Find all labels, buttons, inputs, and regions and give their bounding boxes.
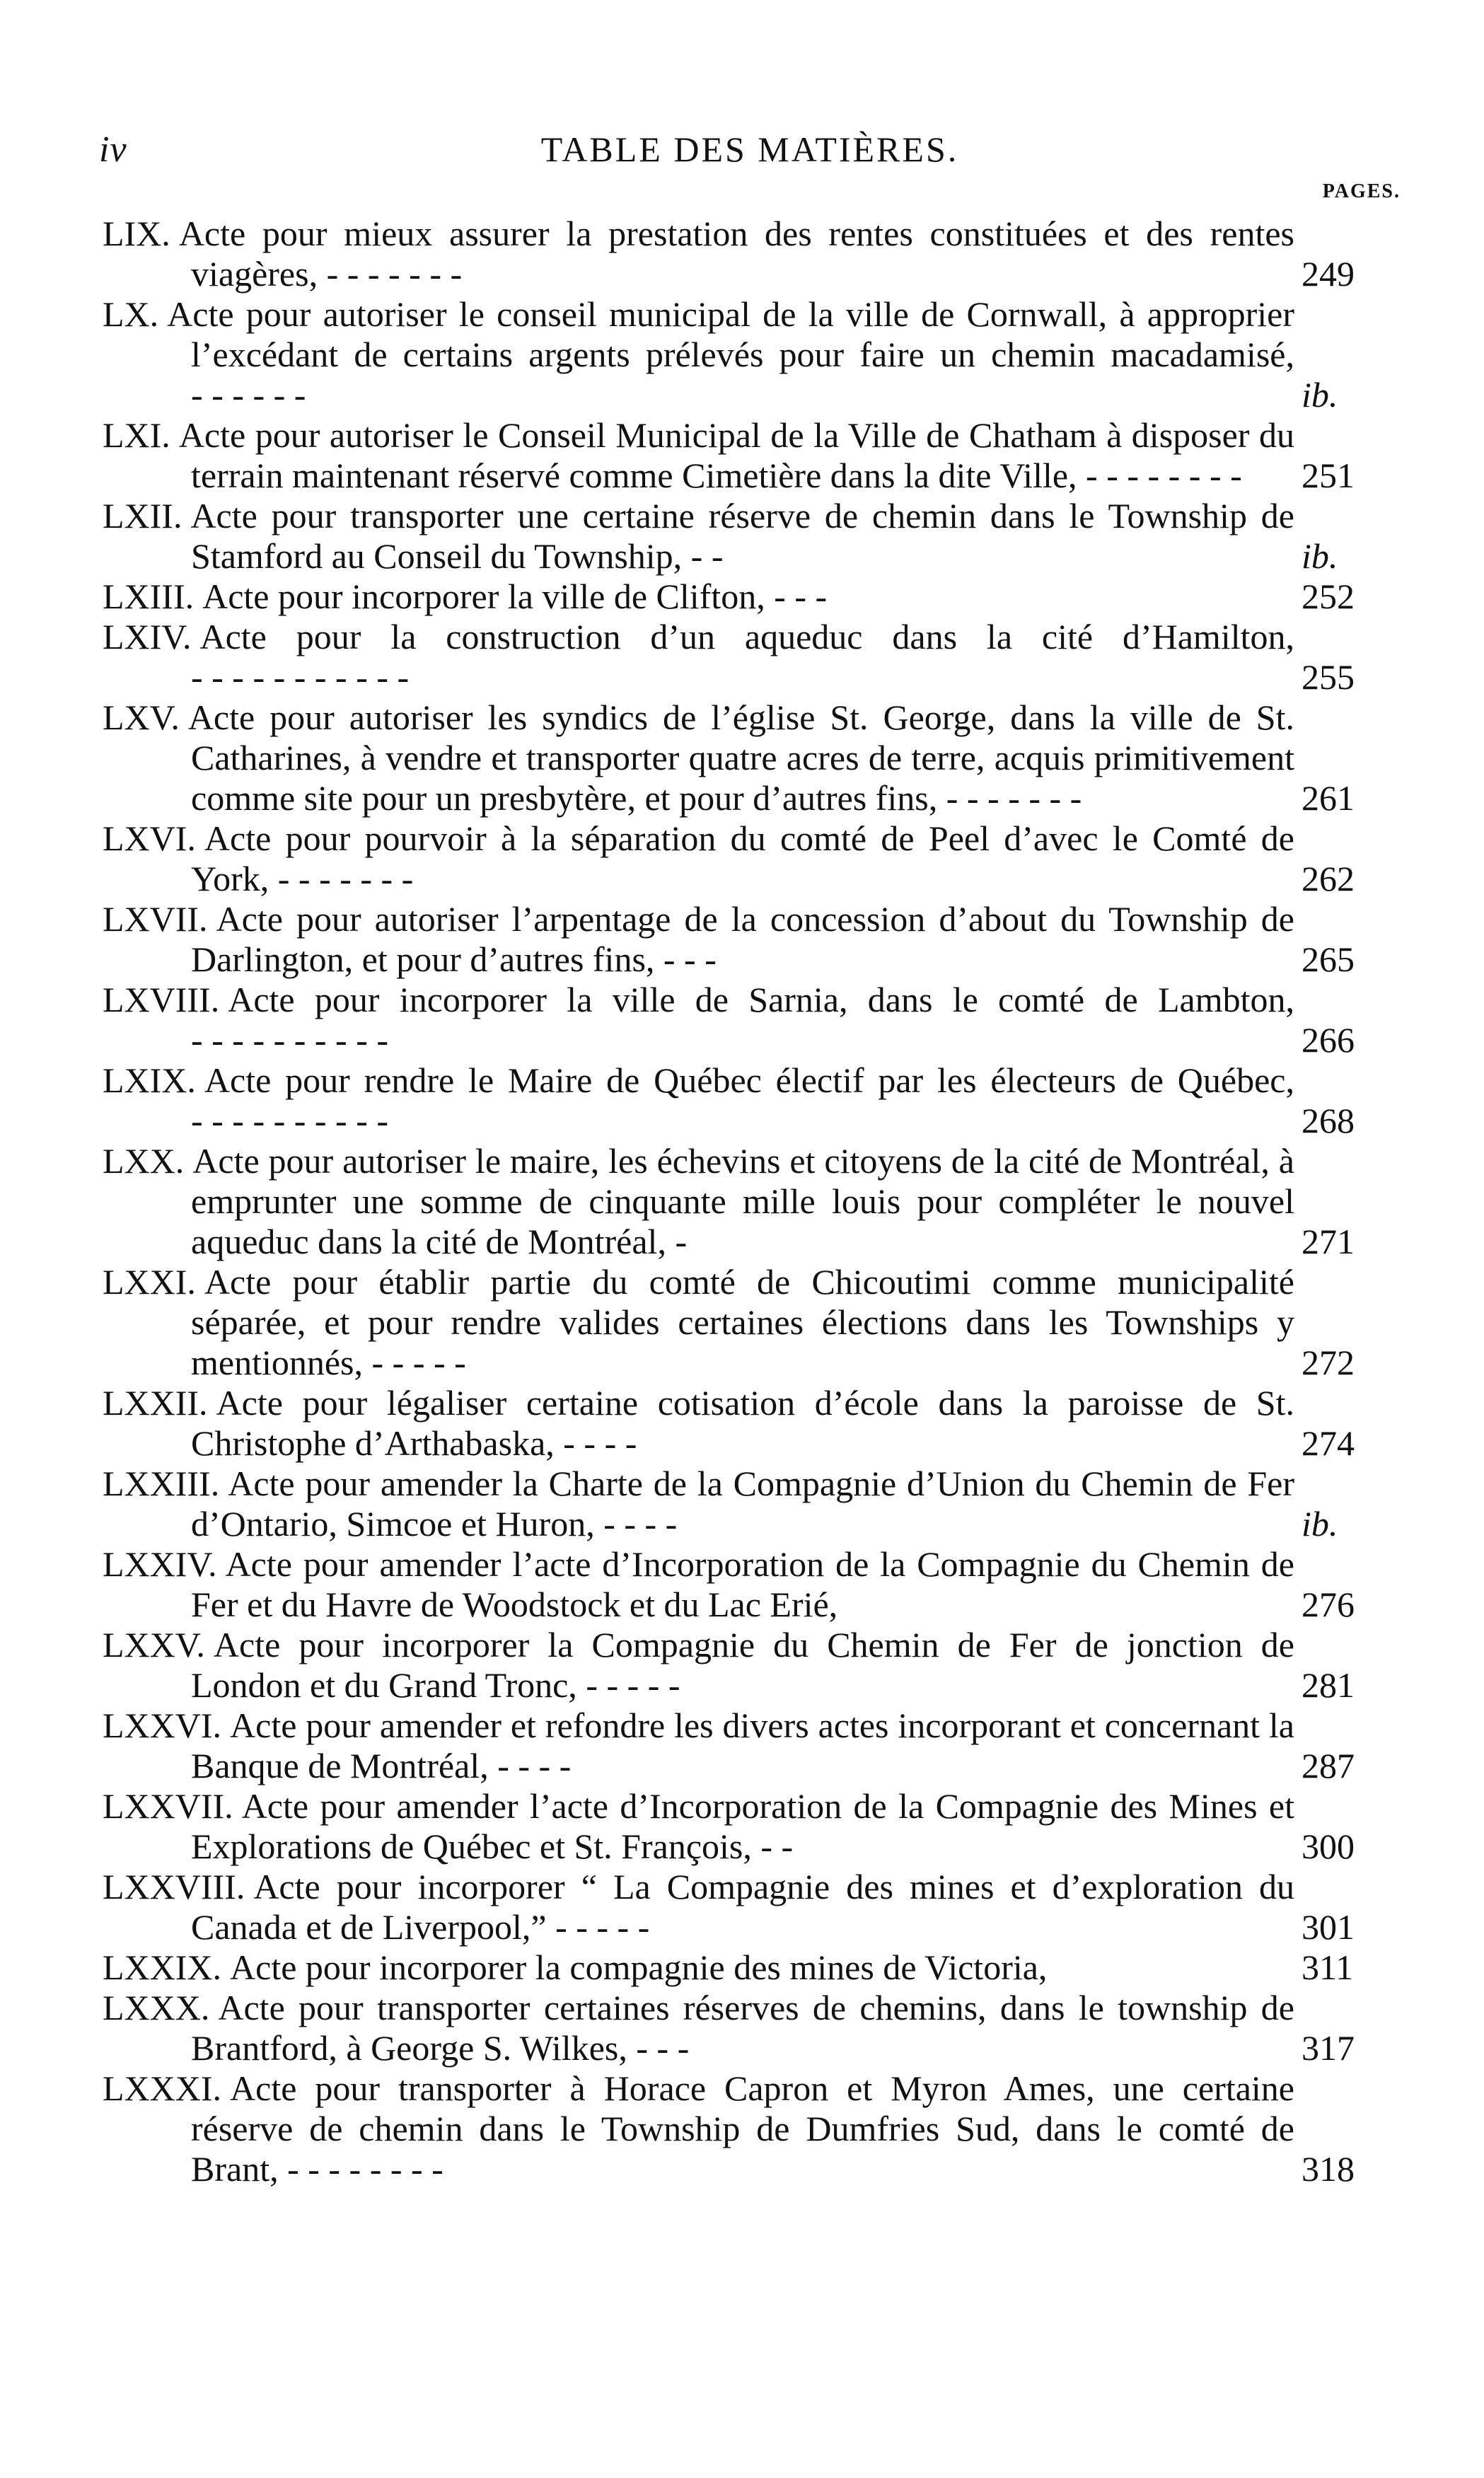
toc-entry — [103, 617, 1401, 697]
toc-entry — [103, 899, 1401, 980]
dot-leaders: - - - - — [603, 1504, 678, 1544]
act-number: LXXXI. — [103, 2068, 222, 2108]
dot-leaders: - - - - - - - - - - — [191, 1020, 389, 1060]
page-reference: 265 — [1302, 939, 1355, 979]
act-title: Acte pour transporter certaines réserves de chemins, dans le township de Brantford, à George S. Wilkes, — [191, 1988, 1294, 2068]
page-reference: 311 — [1302, 1947, 1354, 1987]
page-number: iv — [99, 129, 127, 170]
page-reference: 249 — [1302, 254, 1355, 294]
page-reference: 274 — [1302, 1423, 1355, 1463]
act-number: LXXX. — [103, 1988, 210, 2027]
act-title: Acte pour incorporer la compagnie des mines de Victoria, — [230, 1947, 1048, 1987]
act-title: Acte pour incorporer la Compagnie du Chemin de Fer de jonction de London et du Grand Tronc, — [191, 1625, 1294, 1705]
toc-entry — [103, 1464, 1401, 1544]
toc-entry — [103, 577, 1401, 617]
toc-entry — [103, 294, 1401, 415]
act-title: Acte pour établir partie du comté de Chicoutimi comme municipalité séparée, et pour rendre valides certaines élections dans les Townships y mentionnés, — [191, 1262, 1294, 1382]
toc-entry — [103, 1060, 1401, 1141]
act-number: LIX. — [103, 214, 170, 253]
act-title: Acte pour transporter une certaine réserve de chemin dans le Township de Stamford au Conseil du Township, — [190, 496, 1294, 576]
act-title: Acte pour amender la Charte de la Compagnie d’Union du Chemin de Fer d’Ontario, Simcoe et Huron, — [191, 1464, 1294, 1544]
dot-leaders: - - - — [774, 577, 828, 616]
act-number: LXXVII. — [103, 1786, 233, 1826]
act-number: LXXVI. — [103, 1706, 222, 1745]
act-title: Acte pour incorporer “ La Compagnie des mines et d’exploration du Canada et de Liverpool,” — [191, 1867, 1294, 1947]
act-number: LXI. — [103, 415, 170, 455]
toc-entry — [103, 1706, 1401, 1786]
page-reference: 255 — [1302, 657, 1355, 697]
act-number: LXV. — [103, 697, 180, 737]
page-reference: 268 — [1302, 1101, 1355, 1140]
page-reference: 251 — [1302, 456, 1355, 495]
toc-entry — [103, 980, 1401, 1060]
page-reference: ib. — [1302, 536, 1338, 576]
toc-entry — [103, 697, 1401, 818]
dot-leaders: - - - - - - - — [326, 254, 463, 294]
act-number: LXXV. — [103, 1625, 205, 1664]
page-reference: 317 — [1302, 2028, 1355, 2068]
act-title: Acte pour autoriser le conseil municipal de la ville de Cornwall, à approprier l’excédant de certains argents prélevés pour faire un chemin macadamisé, — [167, 294, 1294, 374]
act-title: Acte pour mieux assurer la prestation des rentes constituées et des rentes viagères, — [178, 214, 1294, 294]
toc-entry — [103, 2068, 1401, 2189]
act-number: LXXIV. — [103, 1544, 217, 1584]
page-reference: 271 — [1302, 1222, 1355, 1261]
toc-entry — [103, 1544, 1401, 1625]
act-number: LXIII. — [103, 577, 195, 616]
toc-entry — [103, 1262, 1401, 1383]
page-reference: 261 — [1302, 778, 1355, 818]
act-number: LXX. — [103, 1141, 185, 1181]
page-reference: 266 — [1302, 1020, 1355, 1060]
page-reference: 281 — [1302, 1665, 1355, 1705]
act-title: Acte pour autoriser l’arpentage de la concession d’about du Township de Darlington, et pour d’autres fins, — [191, 899, 1294, 979]
act-title: Acte pour amender l’acte d’Incorporation de la Compagnie des Mines et Explorations de Québec et St. François, — [191, 1786, 1294, 1866]
act-number: LXXIX. — [103, 1947, 222, 1987]
dot-leaders: - - — [690, 536, 724, 576]
pages-column-label: PAGES. — [1322, 180, 1401, 202]
act-title: Acte pour rendre le Maire de Québec électif par les électeurs de Québec, — [204, 1060, 1294, 1100]
act-number: LXIX. — [103, 1060, 196, 1100]
page-reference: 287 — [1302, 1746, 1355, 1785]
dot-leaders: - - - - - - - - - - - — [191, 657, 410, 697]
act-number: LXXI. — [103, 1262, 196, 1302]
page-reference: 301 — [1302, 1907, 1355, 1947]
toc-entry — [103, 818, 1401, 899]
dot-leaders: - — [675, 1222, 688, 1261]
act-title: Acte pour autoriser les syndics de l’église St. George, dans la ville de St. Catharines, à vendre et transporter quatre acres de terre, acquis primitivement comme site pour un presbytère, et pour d’autres fins, — [187, 697, 1294, 818]
running-title: TABLE DES MATIÈRES. — [540, 129, 959, 169]
toc-entry — [103, 496, 1401, 577]
dot-leaders: - - - - — [563, 1423, 637, 1463]
page-reference: ib. — [1302, 375, 1338, 415]
dot-leaders: - - - — [663, 939, 717, 979]
toc-entry — [103, 1786, 1401, 1867]
act-number: LXXVIII. — [103, 1867, 245, 1906]
dot-leaders: - - - - - - - — [277, 859, 414, 898]
dot-leaders: - - - - - - - - — [287, 2149, 444, 2189]
page-reference: 262 — [1302, 859, 1355, 898]
toc-entry — [103, 1988, 1401, 2068]
dot-leaders: - - - - - — [371, 1343, 466, 1382]
act-title: Acte pour pourvoir à la séparation du comté de Peel d’avec le Comté de York, — [191, 818, 1294, 898]
act-title: Acte pour amender et refondre les divers actes incorporant et concernant la Banque de Montréal, — [191, 1706, 1294, 1785]
dot-leaders: - - - - - — [555, 1907, 650, 1947]
dot-leaders: - - - - — [497, 1746, 572, 1785]
act-number: LX. — [103, 294, 159, 334]
act-title: Acte pour incorporer la ville de Sarnia, dans le comté de Lambton, — [228, 980, 1294, 1019]
page-reference: 272 — [1302, 1343, 1355, 1382]
page-reference: 318 — [1302, 2149, 1355, 2189]
toc-entry — [103, 1947, 1401, 1988]
act-title: Acte pour légaliser certaine cotisation d’école dans la paroisse de St. Christophe d’Arthabaska, — [191, 1383, 1294, 1463]
toc-entry — [103, 1383, 1401, 1464]
dot-leaders: - - - - - - - — [946, 778, 1082, 818]
page-reference: 276 — [1302, 1585, 1355, 1624]
dot-leaders: - - - - - — [586, 1665, 680, 1705]
dot-leaders: - - - — [636, 2028, 690, 2068]
act-number: LXVII. — [103, 899, 208, 939]
act-title: Acte pour autoriser le maire, les échevins et citoyens de la cité de Montréal, à emprunter une somme de cinquante mille louis pour compléter le nouvel aqueduc dans la cité de Montréal, — [191, 1141, 1294, 1261]
toc-entry — [103, 1625, 1401, 1706]
act-number: LXXIII. — [103, 1464, 220, 1503]
act-title: Acte pour amender l’acte d’Incorporation de la Compagnie du Chemin de Fer et du Havre de Woodstock et du Lac Erié, — [191, 1544, 1294, 1624]
dot-leaders: - - - - - - — [191, 375, 306, 415]
toc-entry — [103, 214, 1401, 294]
dot-leaders: - - — [760, 1826, 794, 1866]
act-title: Acte pour transporter à Horace Capron et Myron Ames, une certaine réserve de chemin dans le Township de Dumfries Sud, dans le comté de Brant, — [191, 2068, 1294, 2189]
page-reference: ib. — [1302, 1504, 1338, 1544]
act-number: LXVIII. — [103, 980, 220, 1019]
act-title: Acte pour incorporer la ville de Clifton, — [202, 577, 765, 616]
page-reference: 300 — [1302, 1826, 1355, 1866]
dot-leaders: - - - - - - - - - - — [191, 1101, 389, 1140]
toc-entry — [103, 1867, 1401, 1947]
act-number: LXIV. — [103, 617, 192, 656]
toc-entry — [103, 1141, 1401, 1262]
act-number: LXII. — [103, 496, 182, 535]
act-title: Acte pour autoriser le Conseil Municipal de la Ville de Chatham à disposer du terrain maintenant réservé comme Cimetière dans la dite Ville, — [178, 415, 1294, 495]
page-reference: 252 — [1302, 577, 1355, 616]
act-title: Acte pour la construction d’un aqueduc dans la cité d’Hamilton, — [199, 617, 1294, 656]
page-header — [99, 129, 1401, 185]
toc-entry — [103, 415, 1401, 496]
act-number: LXVI. — [103, 818, 196, 858]
table-of-contents — [103, 214, 1401, 2189]
act-number: LXXII. — [103, 1383, 208, 1423]
dot-leaders: - - - - - - - - — [1086, 456, 1242, 495]
